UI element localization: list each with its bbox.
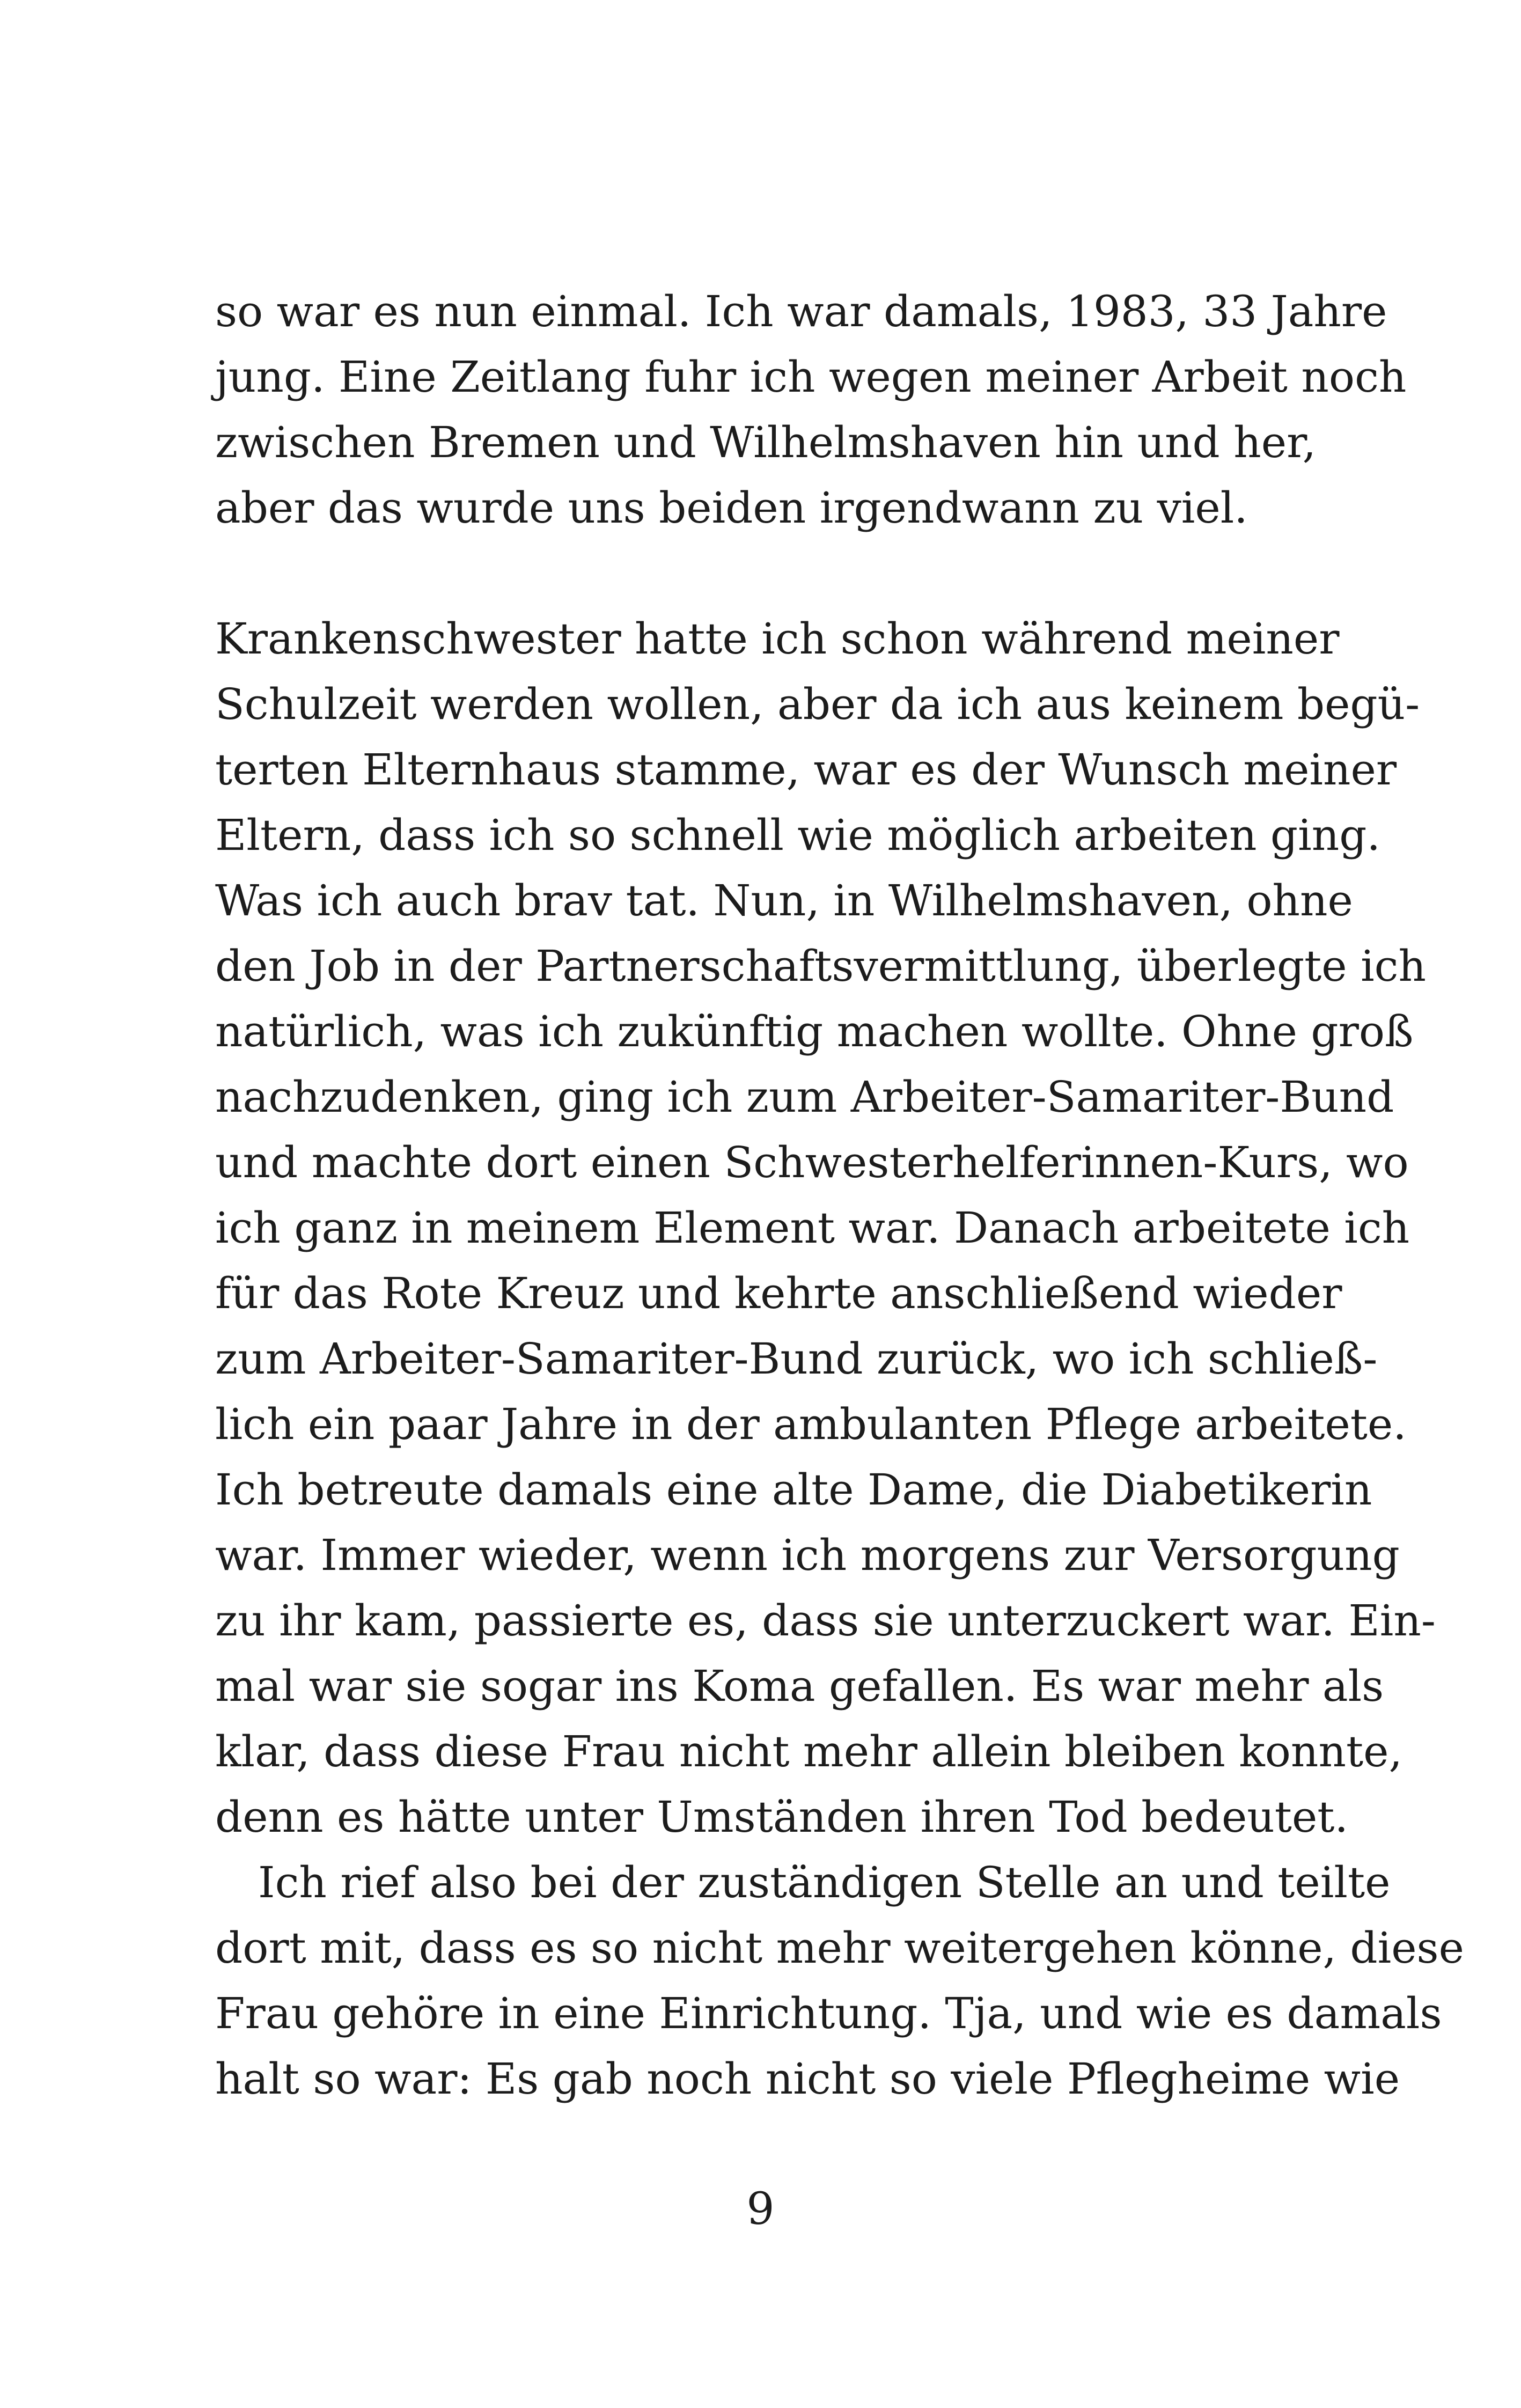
text-line: zwischen Bremen und Wilhelmshaven hin und her, bbox=[215, 417, 1316, 467]
text-line: Ich rief also bei der zuständigen Stelle an und teilte bbox=[258, 1858, 1391, 1907]
text-line: zum Arbeiter-Samariter-Bund zurück, wo ich schließ- bbox=[215, 1334, 1378, 1384]
text-line: Was ich auch brav tat. Nun, in Wilhelmshaven, ohne bbox=[215, 876, 1353, 926]
text-line: zu ihr kam, passierte es, dass sie unterzuckert war. Ein- bbox=[215, 1596, 1436, 1646]
text-line: terten Elternhaus stamme, war es der Wunsch meiner bbox=[215, 745, 1397, 795]
text-line: Eltern, dass ich so schnell wie möglich arbeiten ging. bbox=[215, 810, 1380, 860]
text-line: mal war sie sogar ins Koma gefallen. Es war mehr als bbox=[215, 1661, 1384, 1711]
page-number: 9 bbox=[746, 2184, 775, 2235]
text-line: denn es hätte unter Umständen ihren Tod bedeutet. bbox=[215, 1792, 1348, 1842]
text-line: den Job in der Partnerschaftsvermittlung, überlegte ich bbox=[215, 941, 1426, 991]
text-line: lich ein paar Jahre in der ambulanten Pflege arbeitete. bbox=[215, 1399, 1407, 1449]
text-line: war. Immer wieder, wenn ich morgens zur Versorgung bbox=[215, 1530, 1400, 1580]
paragraph-1 bbox=[215, 279, 1407, 541]
text-line: natürlich, was ich zukünftig machen wollte. Ohne groß bbox=[215, 1007, 1414, 1056]
text-line: Schulzeit werden wollen, aber da ich aus keinem begü- bbox=[215, 679, 1420, 729]
paragraph-2 bbox=[215, 606, 1436, 1850]
text-line: halt so war: Es gab noch nicht so viele Pflegheime wie bbox=[215, 2054, 1400, 2104]
text-line: Frau gehöre in eine Einrichtung. Tja, und wie es damals bbox=[215, 1988, 1442, 2038]
text-line: jung. Eine Zeitlang fuhr ich wegen meiner Arbeit noch bbox=[215, 352, 1407, 402]
text-line: für das Rote Kreuz und kehrte anschließend wieder bbox=[215, 1268, 1342, 1318]
text-line: klar, dass diese Frau nicht mehr allein bleiben konnte, bbox=[215, 1727, 1402, 1776]
paragraph-3 bbox=[215, 1850, 1464, 2112]
text-line: dort mit, dass es so nicht mehr weitergehen könne, diese bbox=[215, 1923, 1464, 1973]
text-line: Ich betreute damals eine alte Dame, die Diabetikerin bbox=[215, 1465, 1372, 1515]
text-line: ich ganz in meinem Element war. Danach arbeitete ich bbox=[215, 1203, 1410, 1253]
text-line: so war es nun einmal. Ich war damals, 1983, 33 Jahre bbox=[215, 287, 1387, 336]
text-line: nachzudenken, ging ich zum Arbeiter-Samariter-Bund bbox=[215, 1072, 1394, 1122]
text-line: Krankenschwester hatte ich schon während meiner bbox=[215, 614, 1340, 664]
text-line: aber das wurde uns beiden irgendwann zu viel. bbox=[215, 483, 1248, 533]
text-line: und machte dort einen Schwesterhelferinnen-Kurs, wo bbox=[215, 1137, 1409, 1187]
page-body bbox=[215, 279, 1464, 2112]
